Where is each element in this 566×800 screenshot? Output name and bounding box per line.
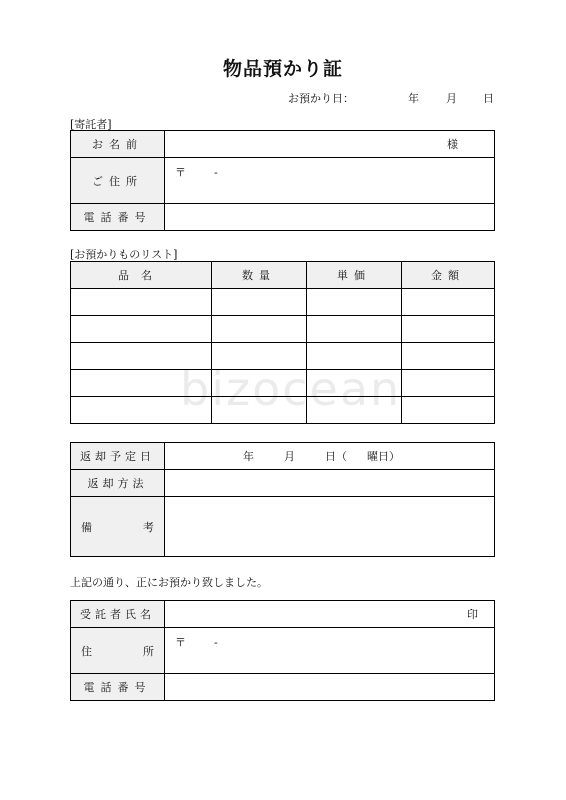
return-date-field[interactable] (165, 443, 495, 470)
return-method-label: 返却方法 (71, 470, 165, 497)
watermark: bizocean (180, 362, 402, 416)
statement-text: 上記の通り、正にお預かり致しました。 (70, 576, 268, 589)
item-quantity-cell[interactable] (212, 397, 307, 424)
address-field[interactable] (165, 158, 495, 204)
item-name-cell[interactable] (71, 289, 212, 316)
trustee-phone-field[interactable] (165, 674, 495, 701)
item-quantity-cell[interactable] (212, 316, 307, 343)
item-unit-price-cell[interactable] (307, 370, 402, 397)
trustee-phone-label: 電話番号 (71, 674, 165, 701)
header-quantity: 数量 (212, 262, 307, 289)
item-unit-price-cell[interactable] (307, 316, 402, 343)
item-quantity-cell[interactable] (212, 370, 307, 397)
item-name-cell[interactable] (71, 343, 212, 370)
deposit-date-year: 年 (408, 92, 419, 105)
item-amount-cell[interactable] (402, 343, 495, 370)
item-quantity-cell[interactable] (212, 343, 307, 370)
table-row (71, 397, 495, 424)
item-amount-cell[interactable] (402, 370, 495, 397)
item-name-cell[interactable] (71, 370, 212, 397)
trustee-postal-dash: - (214, 636, 218, 649)
item-unit-price-cell[interactable] (307, 289, 402, 316)
table-row (71, 316, 495, 343)
return-table (70, 442, 495, 557)
trustee-table (70, 600, 495, 701)
item-unit-price-cell[interactable] (307, 397, 402, 424)
item-amount-cell[interactable] (402, 397, 495, 424)
return-month: 月 (284, 450, 295, 463)
address-label-cell: ご住所 (71, 158, 165, 204)
trustee-address-label-left: 住 (81, 644, 92, 658)
trustee-name-field[interactable] (165, 601, 495, 628)
seal-mark: 印 (467, 608, 478, 621)
item-quantity-cell[interactable] (212, 289, 307, 316)
deposit-date-day: 日 (483, 92, 494, 105)
remarks-field[interactable] (165, 497, 495, 557)
deposit-date-month: 月 (446, 92, 457, 105)
depositor-table (70, 130, 495, 231)
table-row (71, 343, 495, 370)
header-amount: 金額 (402, 262, 495, 289)
trustee-postal-mark: 〒 (175, 636, 186, 649)
item-amount-cell[interactable] (402, 316, 495, 343)
postal-mark: 〒 (175, 166, 186, 179)
page-title: 物品預かり証 (222, 58, 343, 80)
item-unit-price-cell[interactable] (307, 343, 402, 370)
item-name-cell[interactable] (71, 316, 212, 343)
table-row (71, 289, 495, 316)
name-label-cell: お名前 (71, 131, 165, 158)
remarks-label-cell (71, 497, 165, 557)
trustee-address-label-right: 所 (143, 644, 154, 658)
trustee-address-label-cell (71, 628, 165, 674)
table-row (71, 370, 495, 397)
return-day: 日（ (325, 450, 347, 463)
items-section-label: [お預かりものリスト] (70, 248, 178, 261)
remarks-label-right: 考 (143, 520, 154, 534)
name-field[interactable] (165, 131, 495, 158)
trustee-name-label: 受託者氏名 (71, 601, 165, 628)
name-suffix: 様 (447, 138, 458, 151)
item-name-cell[interactable] (71, 397, 212, 424)
trustee-address-field[interactable] (165, 628, 495, 674)
return-year: 年 (243, 450, 254, 463)
phone-field[interactable] (165, 204, 495, 231)
return-weekday: 曜日） (367, 450, 400, 463)
header-unit-price: 単価 (307, 262, 402, 289)
remarks-label-left: 備 (81, 520, 92, 534)
items-table (70, 261, 495, 424)
postal-dash: - (214, 166, 218, 179)
return-method-field[interactable] (165, 470, 495, 497)
deposit-date-label: お預かり日： (288, 92, 354, 105)
depositor-section-label: [寄託者] (70, 118, 112, 131)
header-item-name: 品名 (71, 262, 212, 289)
item-amount-cell[interactable] (402, 289, 495, 316)
return-date-label: 返却予定日 (71, 443, 165, 470)
phone-label-cell: 電話番号 (71, 204, 165, 231)
